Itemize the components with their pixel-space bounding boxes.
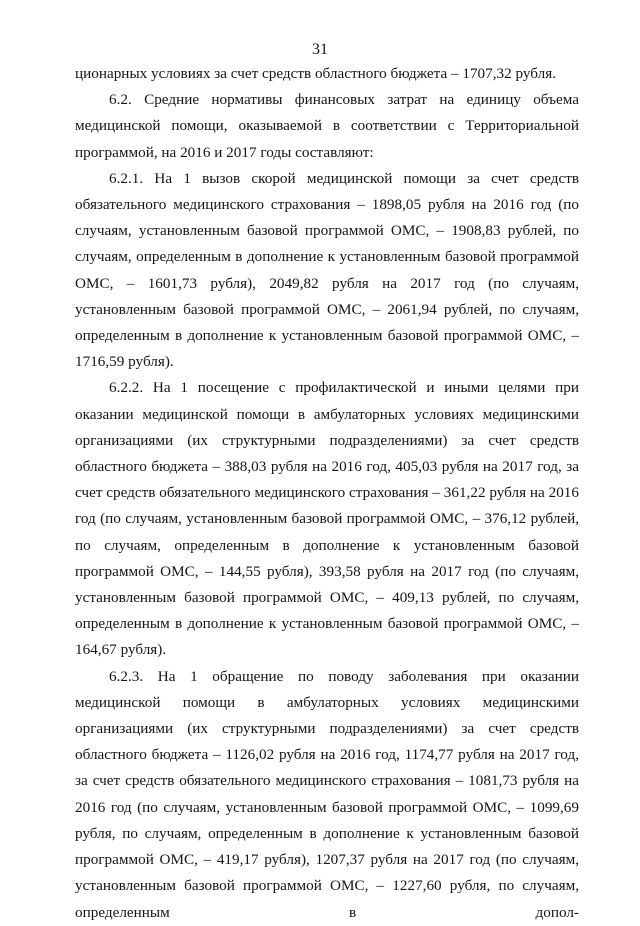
document-body [75,61,579,926]
paragraph-carryover: ционарных условиях за счет средств областного бюджета – 1707,32 рубля. [75,65,557,82]
paragraph-6-2-2: 6.2.2. На 1 посещение с профилактической и иными целями при оказании медицинской помощи в амбулаторных условиях медицинскими организациями (их структурными подразделениями) за счет средств областного бюджета – 388,03 рубля на 2016 год, 405,03 рубля на 2017 год, за счет средств обязательного медицинского страхования – 361,22 рубля на 2016 год (по случаям, установленным базовой программой ОМС, – 376,12 рублей, по случаям, определенным в дополнение к установленным базовой программой ОМС, – 144,55 рубля), 393,58 рубля на 2017 год (по случаям, установленным базовой программой ОМС, – 409,13 рублей, по случаям, определенным в дополнение к установленным базовой программой ОМС, – 164,67 рубля). [75,379,579,659]
page-number: 31 [312,41,328,58]
paragraph-6-2-1: 6.2.1. На 1 вызов скорой медицинской помощи за счет средств обязательного медицинского страхования – 1898,05 рубля на 2016 год (по случаям, установленным базовой программой ОМС, – 1908,83 рублей, по случаям, определенным в дополнение к установленным базовой программой ОМС, – 1601,73 рубля), 2049,82 рубля на 2017 год (по случаям, установленным базовой программой ОМС, – 2061,94 рублей, по случаям, определенным в дополнение к установленным базовой программой ОМС, – 1716,59 рубля). [75,169,579,371]
paragraph-6-2: 6.2. Средние нормативы финансовых затрат на единицу объема медицинской помощи, оказываемой в соответствии с Территориальной программой, на 2016 и 2017 годы составляют: [75,91,579,161]
paragraph-6-2-3: 6.2.3. На 1 обращение по поводу заболевания при оказании медицинской помощи в амбулаторных условиях медицинскими организациями (их структурными подразделениями) за счет средств областного бюджета – 1126,02 рубля на 2016 год, 1174,77 рубля на 2017 год, за счет средств обязательного медицинского страхования – 1081,73 рубля на 2016 год (по случаям, установленным базовой программой ОМС, – 1099,69 рубля, по случаям, определенным в дополнение к установленным базовой программой ОМС, – 419,17 рубля), 1207,37 рубля на 2017 год (по случаям, установленным базовой программой ОМС, – 1227,60 рубля, по случаям, определенным в допол- [75,667,579,921]
